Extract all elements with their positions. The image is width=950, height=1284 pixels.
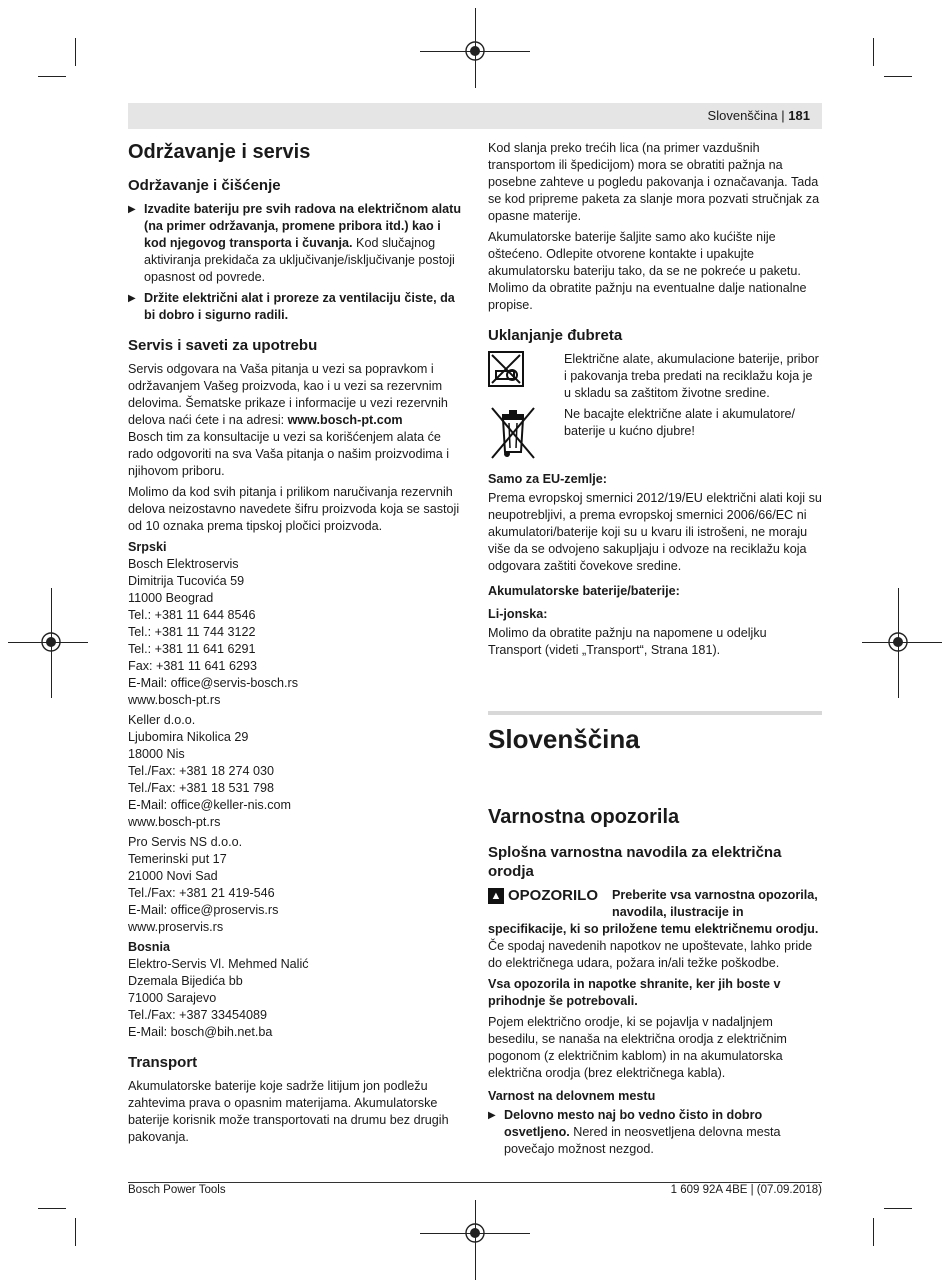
warning-badge — [488, 887, 598, 904]
heading-safety: Varnostna opozorila — [488, 806, 680, 828]
language-title: Slovenščina — [488, 724, 640, 754]
bullet-item — [488, 1107, 822, 1158]
disposal-row — [488, 351, 822, 402]
address-line: Tel./Fax: +381 18 531 798 — [128, 781, 274, 795]
address-line: www.bosch-pt.rs — [128, 815, 221, 829]
transport-paragraph-2: Kod slanja preko trećih lica (na primer vazdušnih transportom ili špedicijom) mora se obratiti pažnja na posebne zahteve u pogledu pakovanja i označavanja. Tada se kod pripreme paketa za slanje mora pozvati stručnjak za opasne materije. — [488, 141, 820, 223]
address-line: Dimitrija Tucovića 59 — [128, 574, 245, 588]
warning-text: Če spodaj navedenih napotkov ne upoštevate, lahko pride do električnega udara, požara in/ali težke poškodbe. — [488, 939, 813, 970]
crop-mark — [75, 38, 76, 66]
address-line: 18000 Nis — [128, 747, 185, 761]
warning-paragraph — [488, 921, 822, 972]
crop-mark — [873, 38, 874, 66]
bullet-text: Nered in neosvetljena delovna mesta povečajo možnost nezgod. — [504, 1125, 781, 1156]
disposal-text-2: Ne bacajte električne alate i akumulatore/ baterije u kućno djubre! — [564, 407, 796, 438]
address-line: Tel./Fax: +387 33454089 — [128, 1008, 267, 1022]
address-line: E-Mail: office@proservis.rs — [128, 903, 279, 917]
right-column — [488, 140, 822, 1162]
address-line: E-Mail: office@keller-nis.com — [128, 798, 292, 812]
disposal-row — [488, 406, 822, 465]
transport-paragraph-3: Akumulatorske baterije šaljite samo ako kućište nije oštećeno. Odlepite otvorene kontakte i upakujte akumulatorsku bateriju tako, da se ne pokreće u paketu. Molimo da obratite pažnju na eventualne dalje nationalne propise. — [488, 230, 807, 312]
bullet-bold-text: Držite električni alat i proreze za ventilaciju čiste, da bi dobro i sigurno radili. — [144, 291, 455, 322]
address-line: Fax: +381 11 641 6293 — [128, 659, 257, 673]
section-divider — [488, 711, 822, 715]
warning-bold-text: Preberite vsa varnostna opozorila, navodila, ilustracije in — [612, 888, 818, 919]
address-line: Dzemala Bijedića bb — [128, 974, 243, 988]
definition-paragraph: Pojem električno orodje, ki se pojavlja v nadaljnjem besedilu, se nanaša na električna orodja z električnim pogonom (z električnim kablom) in na akumulatorska električna orodja (brez električnega kabla). — [488, 1015, 787, 1080]
crop-mark — [884, 76, 912, 77]
bullet-item — [128, 290, 464, 324]
header-text — [708, 108, 810, 123]
heading-service: Servis i saveti za upotrebu — [128, 337, 318, 354]
address-block — [128, 556, 464, 709]
footer-code: 1 609 92A 4BE | (07.09.2018) — [670, 1184, 822, 1196]
heading-cleaning: Održavanje i čišćenje — [128, 177, 281, 194]
crop-mark — [38, 1208, 66, 1209]
heading-transport: Transport — [128, 1054, 198, 1071]
address-line: Bosch Elektroservis — [128, 557, 239, 571]
crop-mark — [75, 1218, 76, 1246]
transport-paragraph: Akumulatorske baterije koje sadrže litijum jon podležu zahtevima prava o opasnim materijama. Akumulatorske baterije korisnik može transportovati na drumu bez drugih pakovanja. — [128, 1079, 449, 1144]
liion-heading: Li-jonska: — [488, 607, 548, 621]
heading-disposal: Uklanjanje đubreta — [488, 327, 623, 344]
address-line: Tel./Fax: +381 21 419-546 — [128, 886, 275, 900]
recycle-symbol-svg — [488, 351, 524, 387]
footer-rule — [128, 1182, 822, 1183]
eu-paragraph: Prema evropskoj smernici 2012/19/EU električni alati koji su neupotrebljivi, a prema evropskoj smernici 2006/66/EC ni akumulatori/baterije koji su u kvaru ili istrošeni, ne moraju više da se odvojeno sakupljaju i odvoze na reciklažu koja odgovara zaštiti čovekove sredine. — [488, 491, 822, 573]
registration-target-icon — [464, 1222, 486, 1244]
heading-general-safety: Splošna varnostna navodila za električna orodja — [488, 844, 782, 880]
disposal-text-1: Električne alate, akumulacione baterije, pribor i pakovanja treba predati na reciklažu koja je u skladu sa zaštitom životne sredine. — [564, 352, 819, 400]
address-line: Ljubomira Nikolica 29 — [128, 730, 249, 744]
recycle-symbol-icon — [488, 351, 554, 402]
left-column — [128, 140, 464, 1150]
bullet-bold-text: Delovno mesto naj bo vedno čisto in dobro osvetljeno. — [504, 1108, 763, 1139]
warning-label: OPOZORILO — [508, 887, 598, 904]
crop-mark — [873, 1218, 874, 1246]
address-line: E-Mail: office@servis-bosch.rs — [128, 676, 299, 690]
address-line: www.bosch-pt.rs — [128, 693, 221, 707]
address-line: Tel.: +381 11 744 3122 — [128, 625, 256, 639]
address-line: Elektro-Servis Vl. Mehmed Nalić — [128, 957, 309, 971]
bullet-bold-text: Izvadite bateriju pre svih radova na električnom alatu (na primer održavanja, promene pribora itd.) kao i kod njegovog transporta i čuvanja. — [144, 202, 462, 250]
registration-target-icon — [464, 40, 486, 62]
service-paragraph — [128, 361, 464, 480]
warning-block — [488, 887, 822, 921]
address-line: www.proservis.rs — [128, 920, 224, 934]
battery-heading: Akumulatorske baterije/baterije: — [488, 584, 680, 598]
liion-paragraph: Molimo da obratite pažnju na napomene u odeljku Transport (videti „Transport“, Strana 181). — [488, 626, 767, 657]
address-line: Keller d.o.o. — [128, 713, 196, 727]
eu-heading: Samo za EU-zemlje: — [488, 472, 607, 486]
country-bosnia: Bosnia — [128, 940, 170, 954]
footer-brand: Bosch Power Tools — [128, 1184, 226, 1196]
keep-instructions: Vsa opozorila in napotke shranite, ker jih boste v prihodnje še potrebovali. — [488, 977, 781, 1008]
country-serbia: Srpski — [128, 540, 167, 554]
crossed-bin-svg — [488, 406, 538, 460]
registration-target-icon — [887, 631, 909, 653]
warning-triangle-icon: ▲ — [488, 888, 504, 904]
service-text-2: Bosch tim za konsultacije u vezi sa korišćenjem alata će rado odgovoriti na sva Vaša pitanja o našim proizvodima i njihovom priboru. — [128, 430, 450, 478]
header-separator: | — [781, 108, 785, 123]
crop-mark — [884, 1208, 912, 1209]
warning-bold-text-2: specifikacije, ki so priložene temu električnemu orodju. — [488, 922, 819, 936]
address-line: 21000 Novi Sad — [128, 869, 218, 883]
service-paragraph-3: Molimo da kod svih pitanja i prilikom naručivanja rezervnih delova neizostavno navedete šifru proizvoda koja se sastoji od 10 oznaka prema tipskoj pločici proizvoda. — [128, 485, 460, 533]
address-line: Tel.: +381 11 641 6291 — [128, 642, 256, 656]
address-line: E-Mail: bosch@bih.net.ba — [128, 1025, 273, 1039]
address-block — [128, 712, 464, 831]
address-line: Temerinski put 17 — [128, 852, 227, 866]
service-link[interactable]: www.bosch-pt.com — [287, 413, 403, 427]
address-line: Pro Servis NS d.o.o. — [128, 835, 243, 849]
address-line: 71000 Sarajevo — [128, 991, 217, 1005]
address-line: Tel./Fax: +381 18 274 030 — [128, 764, 274, 778]
address-block — [128, 956, 464, 1041]
service-text: Servis odgovara na Vaša pitanja u vezi sa popravkom i održavanjem Vašeg proizvoda, kao i u vezi sa rezervnim delovima. Šematske prikaze i informacije u vezi rezervnih delova naći ćete i na adresi: — [128, 362, 448, 427]
crop-mark — [38, 76, 66, 77]
bullet-text: Kod slučajnog aktiviranja prekidača za uključivanje/isključivanje postoji opasnost od povrede. — [144, 236, 455, 284]
crossed-bin-icon — [488, 406, 554, 465]
header-language: Slovenščina — [707, 108, 778, 123]
address-block — [128, 834, 464, 936]
registration-target-icon — [40, 631, 62, 653]
bullet-item — [128, 201, 464, 286]
heading-workplace: Varnost na delovnem mestu — [488, 1089, 656, 1103]
address-line: Tel.: +381 11 644 8546 — [128, 608, 256, 622]
page-number: 181 — [788, 108, 810, 123]
address-line: 11000 Beograd — [128, 591, 214, 605]
heading-maintenance: Održavanje i servis — [128, 141, 311, 163]
page-header — [128, 103, 822, 129]
